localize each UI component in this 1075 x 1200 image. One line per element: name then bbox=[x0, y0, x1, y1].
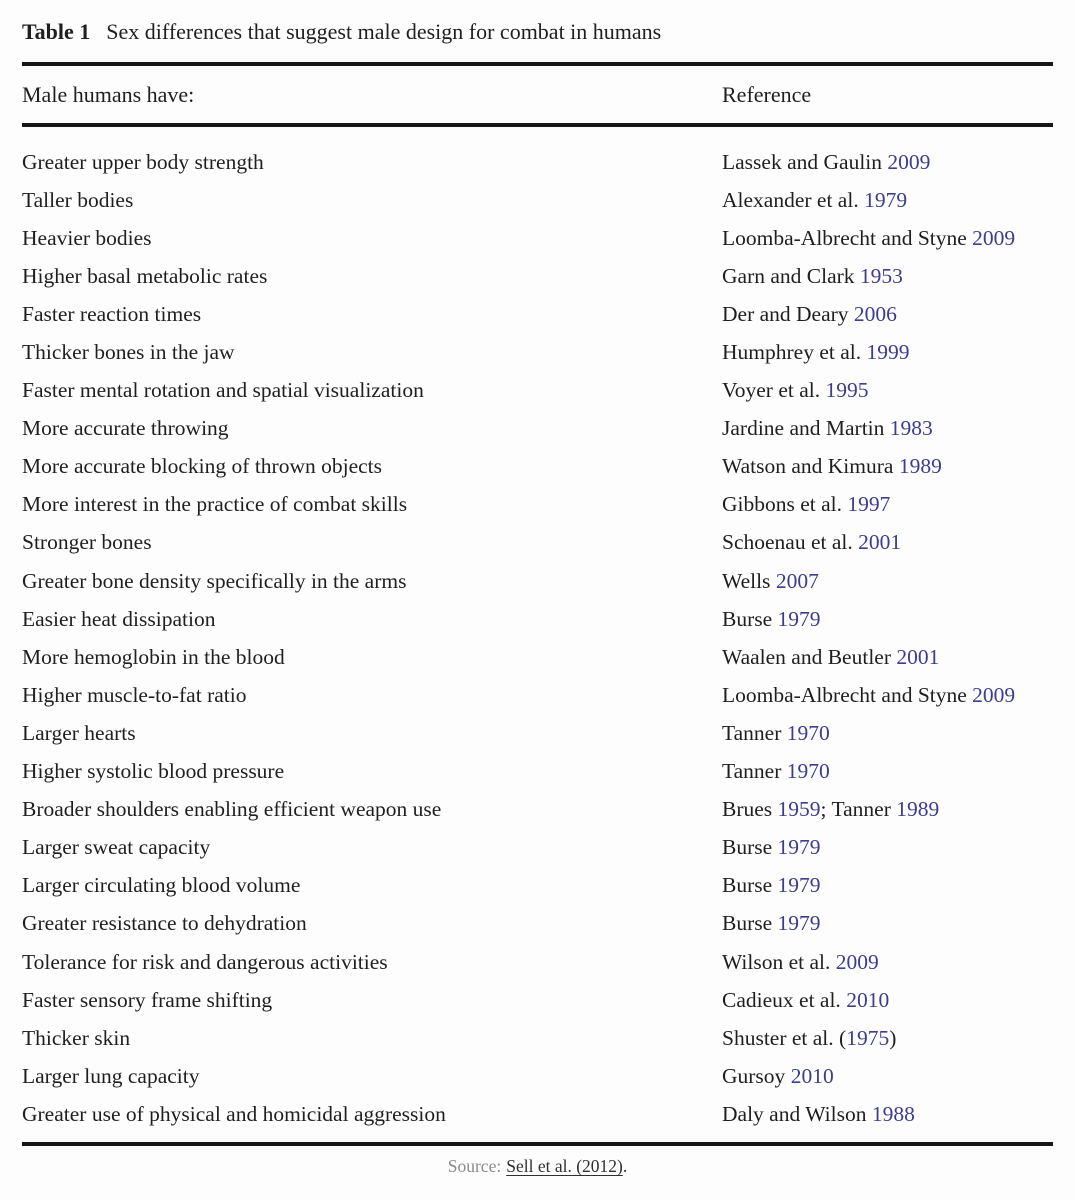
citation-year-link[interactable]: 1979 bbox=[864, 187, 908, 212]
table-row bbox=[22, 905, 1053, 943]
trait-cell: Larger lung capacity bbox=[22, 1063, 200, 1088]
trait-cell: Stronger bones bbox=[22, 530, 152, 555]
reference-cell bbox=[722, 759, 1053, 784]
reference-author-text: Jardine and Martin bbox=[722, 416, 890, 441]
reference-author-text: Wilson et al. bbox=[722, 949, 836, 974]
trait-cell: Faster sensory frame shifting bbox=[22, 987, 273, 1012]
reference-cell bbox=[722, 492, 1053, 517]
reference-author-text: Wells bbox=[722, 568, 776, 593]
trait-cell: Greater use of physical and homicidal aggression bbox=[22, 1101, 446, 1126]
trait-cell: Taller bodies bbox=[22, 187, 134, 212]
trait-cell: Thicker bones in the jaw bbox=[22, 340, 235, 365]
trait-cell: Greater bone density specifically in the arms bbox=[22, 568, 407, 593]
trait-cell: Larger sweat capacity bbox=[22, 835, 211, 860]
reference-author-text: ; Tanner bbox=[820, 797, 897, 822]
trait-cell: Larger hearts bbox=[22, 720, 136, 745]
column-header-traits: Male humans have: bbox=[22, 81, 195, 107]
citation-year-link[interactable]: 2009 bbox=[972, 682, 1016, 707]
citation-year-link[interactable]: 1979 bbox=[777, 873, 821, 898]
source-link[interactable]: Sell et al. (2012) bbox=[506, 1156, 623, 1177]
table-row bbox=[22, 410, 1053, 448]
citation-year-link[interactable]: 1989 bbox=[898, 454, 942, 479]
trait-cell: Higher basal metabolic rates bbox=[22, 263, 268, 288]
reference-author-text: Alexander et al. bbox=[722, 187, 865, 212]
reference-cell bbox=[722, 950, 1053, 975]
citation-year-link[interactable]: 2010 bbox=[846, 987, 890, 1012]
reference-cell bbox=[722, 721, 1053, 746]
reference-cell bbox=[722, 454, 1053, 479]
reference-cell bbox=[722, 988, 1053, 1013]
reference-author-text: Burse bbox=[722, 873, 778, 898]
reference-cell bbox=[722, 302, 1053, 327]
reference-author-text: Tanner bbox=[722, 720, 787, 745]
citation-year-link[interactable]: 1997 bbox=[847, 492, 891, 517]
reference-cell bbox=[722, 1026, 1053, 1051]
citation-year-link[interactable]: 2007 bbox=[775, 568, 819, 593]
citation-year-link[interactable]: 2001 bbox=[858, 530, 902, 555]
citation-year-link[interactable]: 1970 bbox=[786, 759, 830, 784]
reference-author-text: Tanner bbox=[722, 759, 787, 784]
citation-year-link[interactable]: 2010 bbox=[790, 1063, 834, 1088]
citation-year-link[interactable]: 1970 bbox=[786, 720, 830, 745]
table-row bbox=[22, 333, 1053, 371]
table-row bbox=[22, 372, 1053, 410]
trait-cell: Greater upper body strength bbox=[22, 149, 264, 174]
table-label: Table 1 bbox=[22, 19, 91, 44]
table-row bbox=[22, 1057, 1053, 1095]
reference-author-text: Burse bbox=[722, 606, 778, 631]
table-caption-text: Sex differences that suggest male design for combat in humans bbox=[106, 19, 662, 44]
reference-cell bbox=[722, 340, 1053, 365]
trait-cell: Thicker skin bbox=[22, 1025, 131, 1050]
trait-cell: More hemoglobin in the blood bbox=[22, 644, 285, 669]
reference-author-text: Brues bbox=[722, 797, 778, 822]
citation-year-link[interactable]: 1983 bbox=[889, 416, 933, 441]
source-period: . bbox=[622, 1156, 628, 1177]
table-header-row bbox=[22, 66, 1053, 123]
table-row bbox=[22, 638, 1053, 676]
table-row bbox=[22, 143, 1053, 181]
reference-author-text: Voyer et al. bbox=[722, 378, 826, 403]
table-row bbox=[22, 943, 1053, 981]
citation-year-link[interactable]: 1953 bbox=[859, 263, 903, 288]
trait-cell: Faster reaction times bbox=[22, 301, 202, 326]
citation-year-link[interactable]: 2009 bbox=[835, 949, 879, 974]
table-row bbox=[22, 676, 1053, 714]
reference-author-text: Humphrey et al. bbox=[722, 340, 867, 365]
trait-cell: Higher systolic blood pressure bbox=[22, 759, 285, 784]
reference-author-text: Burse bbox=[722, 911, 778, 936]
reference-author-text: Lassek and Gaulin bbox=[722, 149, 888, 174]
source-label: Source: bbox=[447, 1156, 502, 1177]
citation-year-link[interactable]: 1975 bbox=[846, 1025, 890, 1050]
trait-cell: Higher muscle-to-fat ratio bbox=[22, 682, 247, 707]
table-row bbox=[22, 867, 1053, 905]
reference-cell bbox=[722, 1064, 1053, 1089]
reference-cell bbox=[722, 416, 1053, 441]
reference-author-text: Cadieux et al. bbox=[722, 987, 847, 1012]
trait-cell: Greater resistance to dehydration bbox=[22, 911, 307, 936]
reference-author-text: Schoenau et al. bbox=[722, 530, 859, 555]
table-body bbox=[22, 127, 1053, 1142]
reference-cell bbox=[722, 569, 1053, 594]
reference-cell bbox=[722, 683, 1053, 708]
table-row bbox=[22, 257, 1053, 295]
trait-cell: Easier heat dissipation bbox=[22, 606, 216, 631]
trait-cell: Broader shoulders enabling efficient weapon use bbox=[22, 797, 442, 822]
reference-cell bbox=[722, 797, 1053, 822]
reference-author-text: Gursoy bbox=[722, 1063, 791, 1088]
citation-year-link[interactable]: 1979 bbox=[777, 835, 821, 860]
reference-cell bbox=[722, 150, 1053, 175]
trait-cell: More accurate throwing bbox=[22, 416, 229, 441]
reference-author-text: ) bbox=[889, 1025, 897, 1050]
citation-year-link[interactable]: 1979 bbox=[777, 606, 821, 631]
reference-author-text: Garn and Clark bbox=[722, 263, 860, 288]
reference-cell bbox=[722, 188, 1053, 213]
citation-year-link[interactable]: 2009 bbox=[887, 149, 931, 174]
citation-year-link[interactable]: 1959 bbox=[777, 797, 821, 822]
table-row bbox=[22, 600, 1053, 638]
table-row bbox=[22, 181, 1053, 219]
trait-cell: Larger circulating blood volume bbox=[22, 873, 301, 898]
citation-year-link[interactable]: 1988 bbox=[871, 1101, 915, 1126]
table-row bbox=[22, 219, 1053, 257]
reference-cell bbox=[722, 911, 1053, 936]
column-header-reference: Reference bbox=[722, 81, 812, 107]
reference-author-text: Daly and Wilson bbox=[722, 1101, 872, 1126]
table-row bbox=[22, 295, 1053, 333]
table-row bbox=[22, 486, 1053, 524]
reference-author-text: Der and Deary bbox=[722, 301, 854, 326]
citation-year-link[interactable]: 2009 bbox=[972, 225, 1016, 250]
reference-author-text: Loomba-Albrecht and Styne bbox=[722, 682, 973, 707]
reference-author-text: Shuster et al. ( bbox=[722, 1025, 847, 1050]
table-row bbox=[22, 1095, 1053, 1133]
trait-cell: Heavier bodies bbox=[22, 225, 152, 250]
trait-cell: Tolerance for risk and dangerous activities bbox=[22, 949, 388, 974]
trait-cell: Faster mental rotation and spatial visualization bbox=[22, 378, 424, 403]
table-row bbox=[22, 448, 1053, 486]
table-row bbox=[22, 829, 1053, 867]
citation-year-link[interactable]: 1995 bbox=[825, 378, 869, 403]
table-row bbox=[22, 753, 1053, 791]
table-row bbox=[22, 562, 1053, 600]
table-row bbox=[22, 1019, 1053, 1057]
reference-author-text: Loomba-Albrecht and Styne bbox=[722, 225, 973, 250]
reference-author-text: Watson and Kimura bbox=[722, 454, 899, 479]
reference-cell bbox=[722, 1102, 1053, 1127]
reference-cell bbox=[722, 607, 1053, 632]
reference-author-text: Waalen and Beutler bbox=[722, 644, 897, 669]
reference-author-text: Burse bbox=[722, 835, 778, 860]
reference-cell bbox=[722, 873, 1053, 898]
table-row bbox=[22, 524, 1053, 562]
reference-cell bbox=[722, 226, 1053, 251]
reference-cell bbox=[722, 378, 1053, 403]
reference-cell bbox=[722, 835, 1053, 860]
table-row bbox=[22, 791, 1053, 829]
bottom-rule bbox=[22, 1142, 1053, 1146]
citation-year-link[interactable]: 2006 bbox=[853, 301, 897, 326]
citation-year-link[interactable]: 1999 bbox=[866, 340, 910, 365]
table-caption bbox=[22, 0, 1053, 46]
citation-year-link[interactable]: 1979 bbox=[777, 911, 821, 936]
reference-author-text: Gibbons et al. bbox=[722, 492, 848, 517]
reference-cell bbox=[722, 645, 1053, 670]
citation-year-link[interactable]: 1989 bbox=[896, 797, 940, 822]
trait-cell: More accurate blocking of thrown objects bbox=[22, 454, 382, 479]
source-note bbox=[22, 1156, 1053, 1177]
table-row bbox=[22, 714, 1053, 752]
table-row bbox=[22, 981, 1053, 1019]
trait-cell: More interest in the practice of combat skills bbox=[22, 492, 408, 517]
reference-cell bbox=[722, 264, 1053, 289]
reference-cell bbox=[722, 530, 1053, 555]
citation-year-link[interactable]: 2001 bbox=[896, 644, 940, 669]
